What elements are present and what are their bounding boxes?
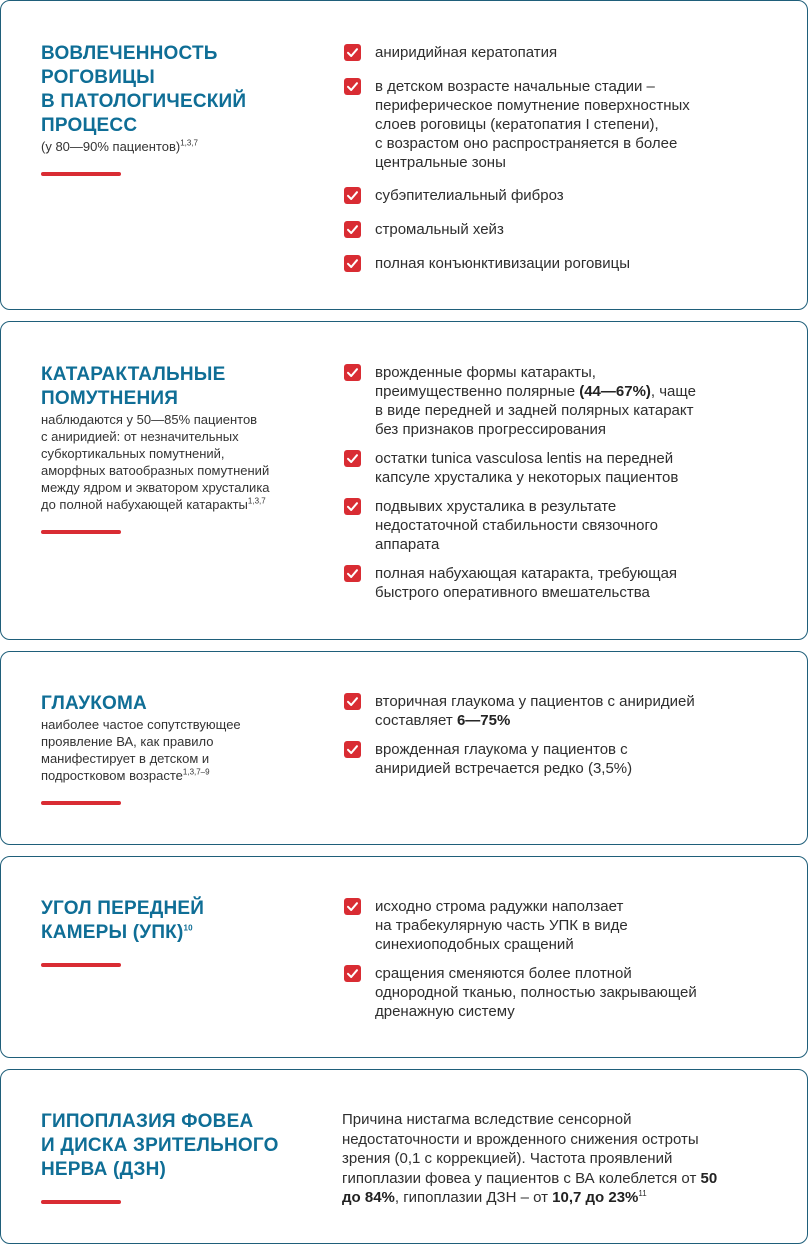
checkbox-icon (344, 741, 361, 758)
list-item: исходно строма радужки наползает на трабекулярную часть УПК в виде синехиоподобных сращений (344, 897, 774, 964)
list-item: сращения сменяются более плотной однородной тканью, полностью закрывающей дренажную систему (344, 964, 774, 1021)
accent-bar (41, 172, 121, 176)
description-paragraph: Причина нистагма вследствие сенсорной недостаточности и врожденного снижения остроты зрения (0,1 с коррекцией). Частота проявлений гипоплазии фовеа у пациентов с ВА колеблется от 50 до 84%, гипоплазии ДЗН – от 10,7 до 23%$^{11}$ (342, 1111, 718, 1206)
list-item: в детском возрасте начальные стадии – периферическое помутнение поверхностных слоев роговицы (кератопатия I степени), с возрастом оно распространяется в более центральные зоны (344, 77, 774, 186)
accent-bar (41, 963, 121, 967)
card-title: УГОЛ ПЕРЕДНЕЙ КАМЕРЫ (УПК)$^{10}$ (41, 898, 205, 943)
card-hypoplasia (0, 1069, 808, 1244)
checkbox-icon (344, 364, 361, 381)
list-item: вторичная глаукома у пациентов с аниридией составляет 6—75% (344, 692, 774, 740)
checkbox-icon (344, 498, 361, 515)
card-glaucoma (0, 651, 808, 845)
list-item: аниридийная кератопатия (344, 43, 774, 77)
list-item: подвывих хрусталика в результате недостаточной стабильности связочного аппарата (344, 497, 774, 564)
list-item: полная конъюнктивизации роговицы (344, 254, 774, 273)
checkbox-icon (344, 898, 361, 915)
card-title: ГЛАУКОМА (41, 693, 147, 714)
list-item: субэпителиальный фиброз (344, 186, 774, 220)
accent-bar (41, 801, 121, 805)
checkbox-icon (344, 693, 361, 710)
angle-list (344, 897, 774, 1021)
glaucoma-list (344, 692, 774, 778)
list-item: полная набухающая катаракта, требующая быстрого оперативного вмешательства (344, 564, 774, 602)
checkbox-icon (344, 221, 361, 238)
card-subtitle: наблюдаются у 50—85% пациентов с аниридией: от незначительных субкортикальных помутнений, аморфных ватообразных помутнений между ядром и экватором хрусталика до полной набухающей катаракты$^{1,3,7}$ (41, 412, 270, 512)
card-title: ВОВЛЕЧЕННОСТЬ РОГОВИЦЫ В ПАТОЛОГИЧЕСКИЙ ПРОЦЕСС (41, 43, 247, 136)
list-item: врожденная глаукома у пациентов с аниридией встречается редко (3,5%) (344, 740, 774, 778)
list-item: врожденные формы катаракты, преимущественно полярные (44—67%), чаще в виде передней и задней полярных катаракт без признаков прогрессирования (344, 363, 774, 449)
accent-bar (41, 530, 121, 534)
cornea-list (344, 43, 774, 273)
cataract-list (344, 363, 774, 602)
card-cataract (0, 321, 808, 640)
checkbox-icon (344, 255, 361, 272)
card-subtitle: наиболее частое сопутствующее проявление ВА, как правило манифестирует в детском и подростковом возрасте$^{1,3,7-9}$ (41, 717, 241, 783)
checkbox-icon (344, 44, 361, 61)
checkbox-icon (344, 565, 361, 582)
accent-bar (41, 1200, 121, 1204)
card-title: КАТАРАКТАЛЬНЫЕ ПОМУТНЕНИЯ (41, 364, 226, 409)
checkbox-icon (344, 187, 361, 204)
card-subtitle: (у 80—90% пациентов)$^{1,3,7}$ (41, 138, 198, 154)
card-cornea (0, 0, 808, 310)
checkbox-icon (344, 450, 361, 467)
list-item: стромальный хейз (344, 220, 774, 254)
card-angle (0, 856, 808, 1058)
checkbox-icon (344, 78, 361, 95)
list-item: остатки tunica vasculosa lentis на передней капсуле хрусталика у некоторых пациентов (344, 449, 774, 497)
checkbox-icon (344, 965, 361, 982)
card-title: ГИПОПЛАЗИЯ ФОВЕА И ДИСКА ЗРИТЕЛЬНОГО НЕРВА (ДЗН) (41, 1111, 279, 1180)
